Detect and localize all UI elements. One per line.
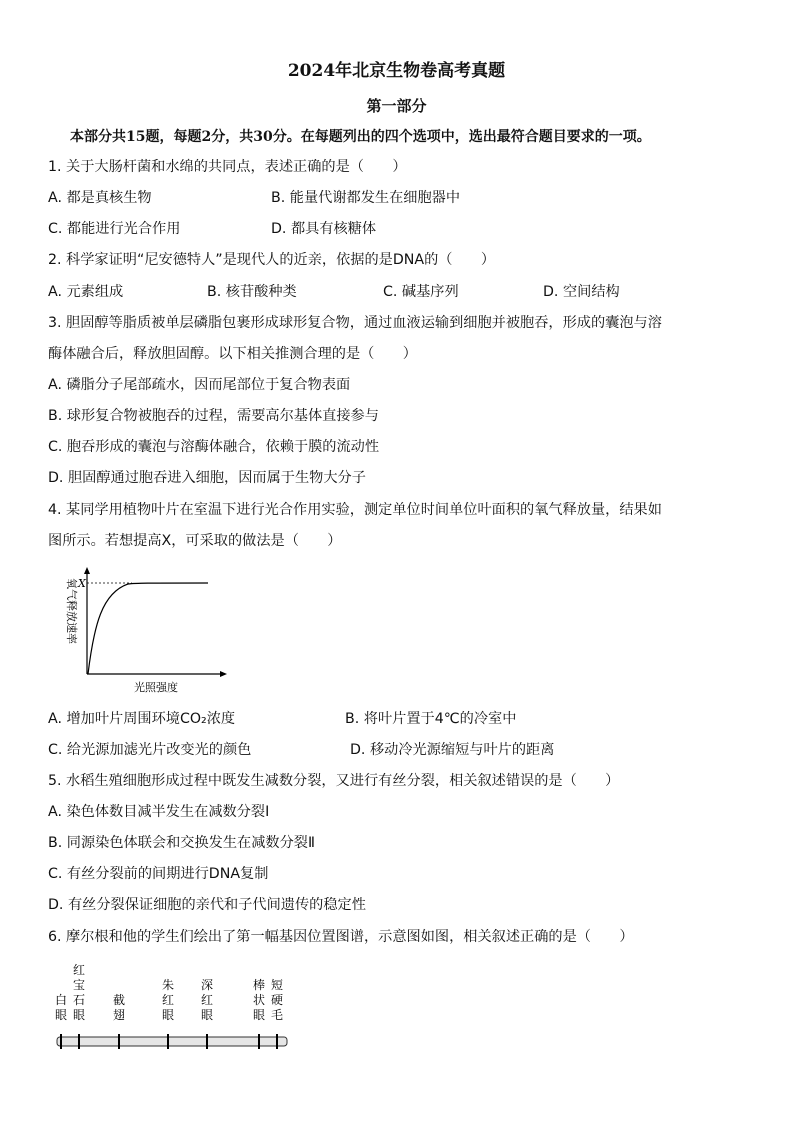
q1-option-c: C. 都能进行光合作用 [48,221,181,237]
q6-stem: 6. 摩尔根和他的学生们绘出了第一幅基因位置图谱，示意图如图，相关叙述正确的是（ ） [48,929,634,945]
q5-option-b: B. 同源染色体联会和交换发生在减数分裂Ⅱ [48,835,315,851]
o2-release-curve [88,583,208,674]
q4-option-c: C. 给光源加滤光片改变光的颜色 [48,742,252,758]
q3-option-d: D. 胆固醇通过胞吞进入细胞，因而属于生物大分子 [48,470,366,486]
q1-option-d: D. 都具有核糖体 [271,221,377,237]
q3-stem-line2: 酶体融合后，释放胆固醇。以下相关推测合理的是（ ） [48,346,417,362]
q2-option-d: D. 空间结构 [543,284,620,300]
q3-stem-line1: 3. 胆固醇等脂质被单层磷脂包裹形成球形复合物，通过血液运输到细胞并被胞吞，形成的囊泡与溶 [48,315,662,331]
gene-label: 截翅 [112,993,126,1022]
q3-option-c: C. 胞吞形成的囊泡与溶酶体融合，依赖于膜的流动性 [48,439,380,455]
q5-option-a: A. 染色体数目减半发生在减数分裂Ⅰ [48,804,270,820]
gene-label: 短硬毛 [270,978,284,1022]
section-instruction: 本部分共15题，每题2分，共30分。在每题列出的四个选项中，选出最符合题目要求的一项。 [70,129,651,145]
x-axis-label: 光照强度 [134,681,178,694]
q5-stem: 5. 水稻生殖细胞形成过程中既发生减数分裂，又进行有丝分裂，相关叙述错误的是（ ） [48,773,620,789]
q5-option-d: D. 有丝分裂保证细胞的亲代和子代间遗传的稳定性 [48,897,366,913]
q6-gene-map-figure [50,960,300,1055]
q1-option-a: A. 都是真核生物 [48,190,152,206]
page-title: 2024年北京生物卷高考真题 [287,61,506,81]
chromosome-bar [57,1037,287,1046]
q5-option-c: C. 有丝分裂前的间期进行DNA复制 [48,866,269,882]
x-marker-label: X [78,577,86,590]
gene-label: 深红眼 [200,978,214,1022]
q2-option-c: C. 碱基序列 [383,284,459,300]
q4-option-d: D. 移动冷光源缩短与叶片的距离 [350,742,555,758]
x-axis-arrow [220,671,227,677]
q2-option-b: B. 核苷酸种类 [207,284,297,300]
q1-stem: 1. 关于大肠杆菌和水绵的共同点，表述正确的是（ ） [48,159,407,175]
gene-label: 棒状眼 [252,978,266,1022]
gene-label: 白眼 [54,993,68,1022]
q4-stem-line1: 4. 某同学用植物叶片在室温下进行光合作用实验，测定单位时间单位叶面积的氧气释放量，结果如 [48,502,662,518]
gene-label: 朱红眼 [161,978,175,1022]
q4-stem-line2: 图所示。若想提高X，可采取的做法是（ ） [48,533,342,549]
q1-option-b: B. 能量代谢都发生在细胞器中 [271,190,461,206]
q3-option-b: B. 球形复合物被胞吞的过程，需要高尔基体直接参与 [48,408,379,424]
y-axis-label: 氧气释放速率 [65,578,78,644]
gene-label: 红宝石眼 [72,963,86,1022]
q3-option-a: A. 磷脂分子尾部疏水，因而尾部位于复合物表面 [48,377,351,393]
q4-option-b: B. 将叶片置于4℃的冷室中 [345,711,517,727]
q2-option-a: A. 元素组成 [48,284,124,300]
section-title: 第一部分 [366,97,427,115]
q2-stem: 2. 科学家证明“尼安德特人”是现代人的近亲，依据的是DNA的（ ） [48,252,496,268]
q4-option-a: A. 增加叶片周围环境CO₂浓度 [48,711,236,727]
q4-curve-figure [50,565,230,700]
y-axis-arrow [84,567,90,574]
